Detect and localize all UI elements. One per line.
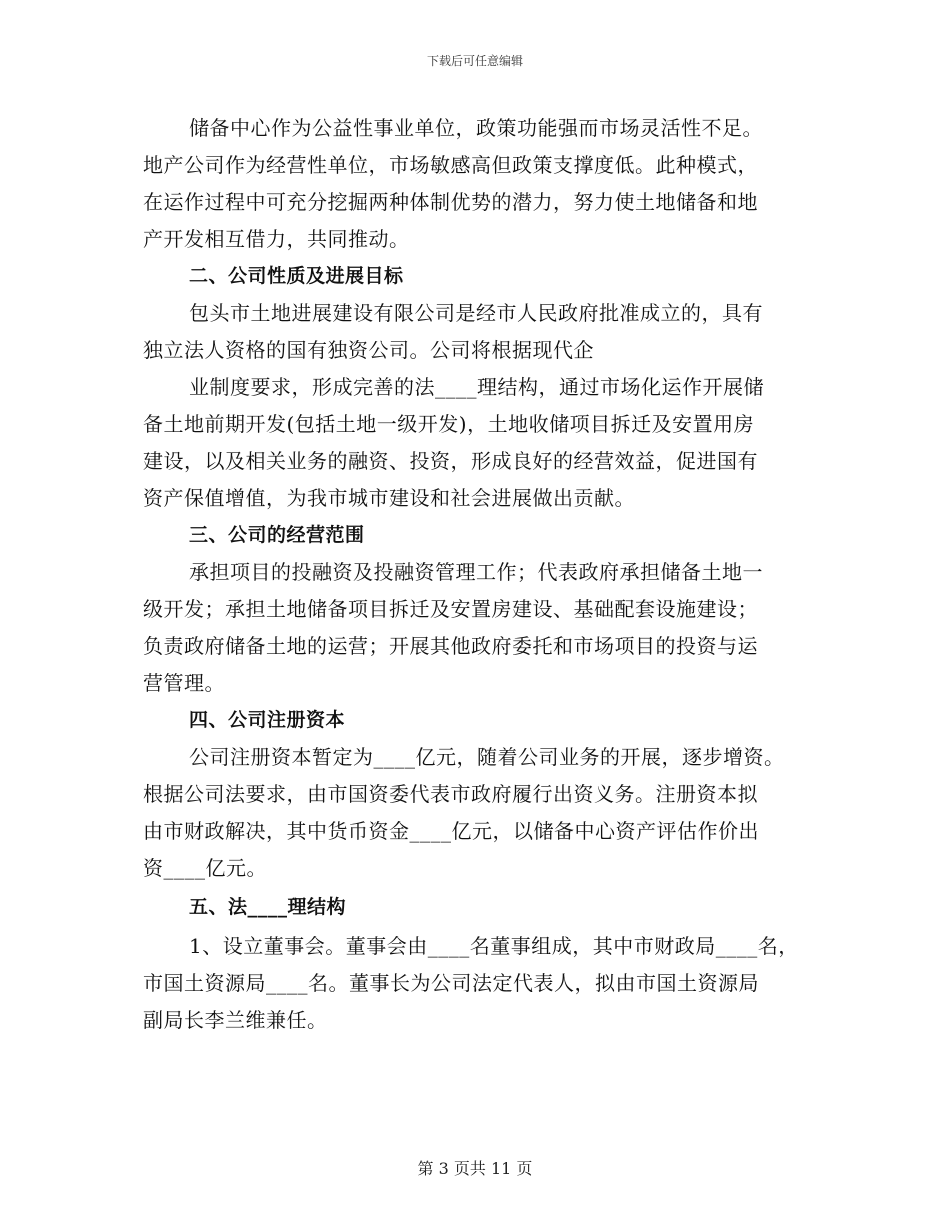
section-heading: 三、公司的经营范围 [189,524,365,546]
paragraph-line: 在运作过程中可充分挖掘两种体制优势的潜力，努力使土地储备和地 [143,190,758,214]
paragraph-line: 公司注册资本暂定为____亿元，随着公司业务的开展，逐步增资。 [189,745,785,769]
section-heading: 四、公司注册资本 [189,709,346,731]
paragraph-line: 地产公司作为经营性单位，市场敏感高但政策支撑度低。此种模式， [143,153,758,177]
paragraph-line: 副局长李兰维兼任。 [143,1008,328,1032]
paragraph-line: 营管理。 [143,671,225,695]
paragraph-line: 级开发；承担土地储备项目拆迁及安置房建设、基础配套设施建设； [143,597,758,621]
page-number: 第 3 页共 11 页 [417,1159,533,1178]
section-heading: 五、法____理结构 [189,896,347,918]
paragraph-line: 由市财政解决，其中货币资金____亿元，以储备中心资产评估作价出 [143,819,759,843]
paragraph-line: 市国土资源局____名。董事长为公司法定代表人，拟由市国土资源局 [143,971,759,995]
paragraph-line: 建设，以及相关业务的融资、投资，形成良好的经营效益，促进国有 [143,449,758,473]
paragraph-line: 资产保值增值，为我市城市建设和社会进展做出贡献。 [143,486,635,510]
page-header: 下载后可任意编辑 [426,54,523,68]
paragraph-line: 业制度要求，形成完善的法____理结构，通过市场化运作开展储 [189,375,764,399]
paragraph-line: 根据公司法要求，由市国资委代表市政府履行出资义务。注册资本拟 [143,782,758,806]
paragraph-line: 资____亿元。 [143,856,267,880]
document-body [143,110,823,1039]
paragraph-line: 包头市土地进展建设有限公司是经市人民政府批准成立的，具有 [189,301,763,325]
paragraph-line: 备土地前期开发(包括土地一级开发)，土地收储项目拆迁及安置用房 [143,412,755,436]
paragraph-line: 1、设立董事会。董事会由____名董事组成，其中市财政局____名， [189,934,799,958]
paragraph-line: 独立法人资格的国有独资公司。公司将根据现代企 [143,338,594,362]
paragraph-line: 储备中心作为公益性事业单位，政策功能强而市场灵活性不足。 [189,116,763,140]
paragraph-line: 负责政府储备土地的运营；开展其他政府委托和市场项目的投资与运 [143,634,758,658]
paragraph-line: 承担项目的投融资及投融资管理工作；代表政府承担储备土地一 [189,560,763,584]
section-heading: 二、公司性质及进展目标 [189,265,404,287]
paragraph-line: 产开发相互借力，共同推动。 [143,227,410,251]
